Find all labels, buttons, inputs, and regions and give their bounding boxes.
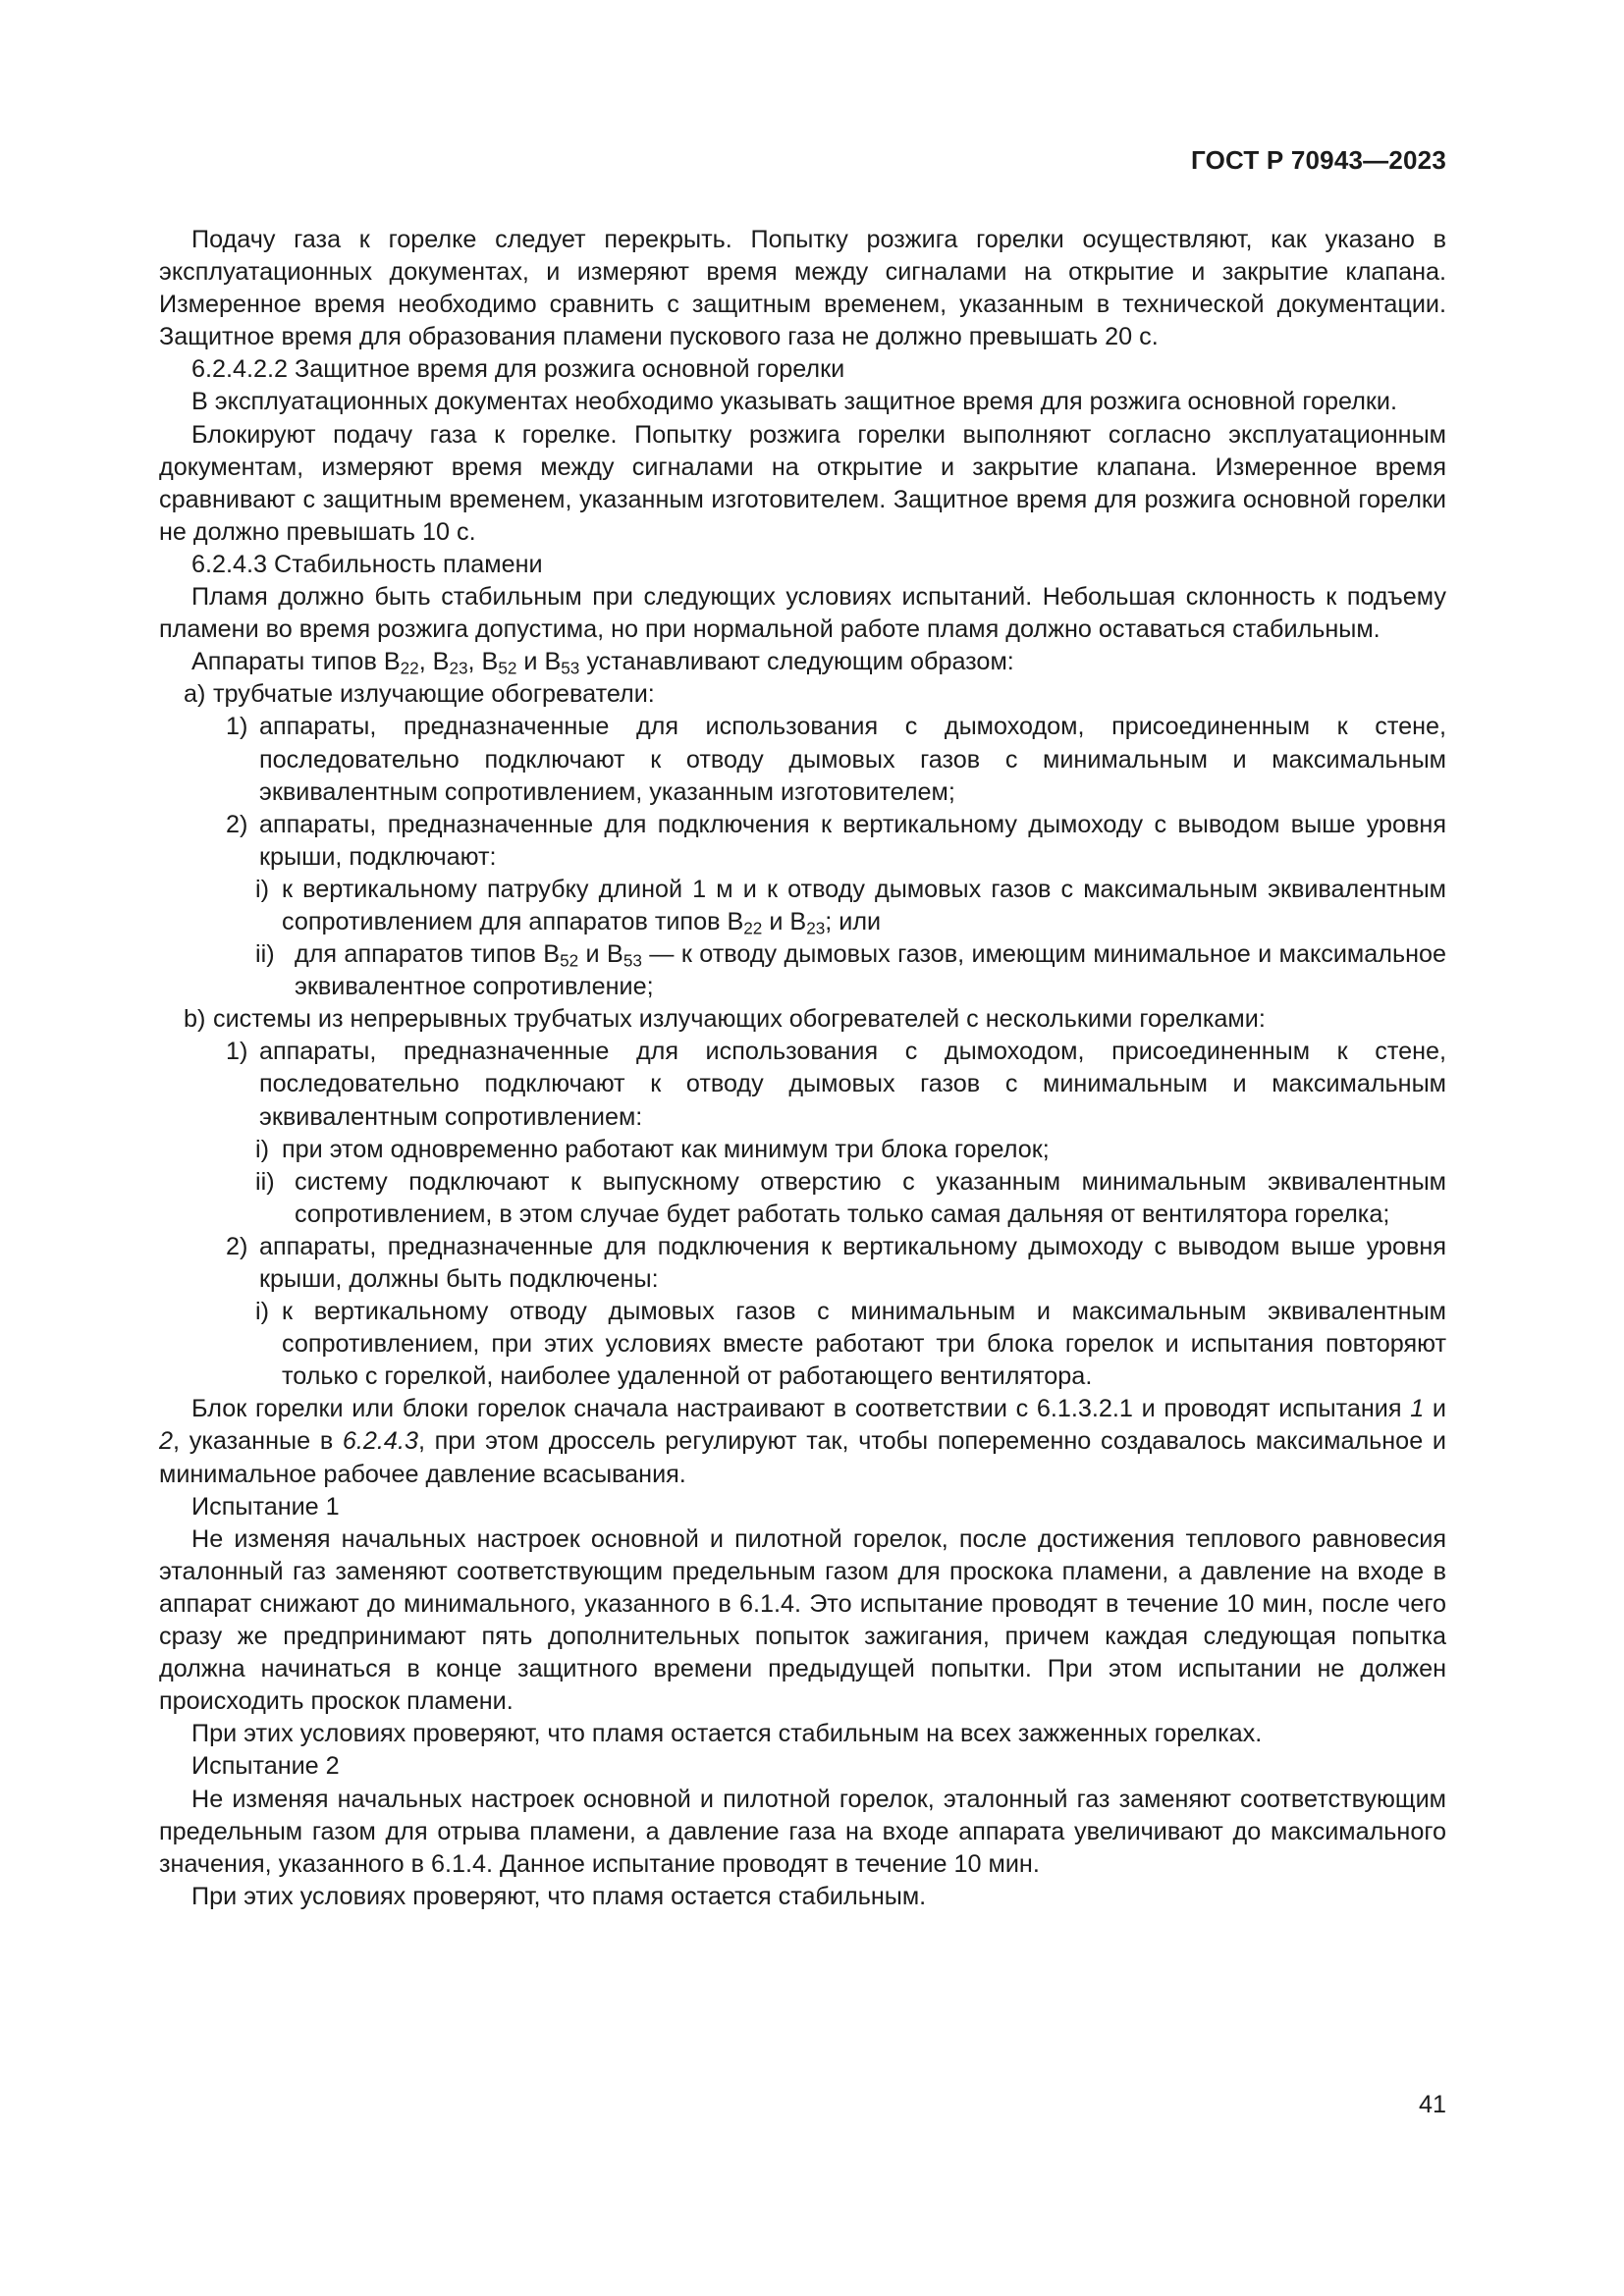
list-item bbox=[159, 711, 1446, 808]
list-item bbox=[159, 938, 1446, 1003]
list-item-text: к вертикальному отводу дымовых газов с минимальным и максимальным эквивалентным сопротивлением, при этих условиях вместе работают три блока горелок и испытания повторяют только с горелкой, наиболее удаленной от работающего вентилятора. bbox=[282, 1298, 1446, 1391]
list-item-text: при этом одновременно работают как минимум три блока горелок; bbox=[282, 1135, 1050, 1163]
list-item-text: для аппаратов типов $B_{52}$ и $B_{53}$ — к отводу дымовых газов, имеющим минимальное и максимальное эквивалентное сопротивление; bbox=[295, 940, 1446, 1001]
page-number: 41 bbox=[1418, 2091, 1446, 2118]
list-item-text: аппараты, предназначенные для подключения к вертикальному дымоходу с выводом выше уровня крыши, подключают: bbox=[259, 810, 1446, 871]
paragraph: Блокируют подачу газа к горелке. Попытку розжига горелки выполняют согласно эксплуатационным документам, измеряют время между сигналами на открытие и закрытие клапана. Измеренное время сравнивают с защитным временем, указанным изготовителем. Защитное время для розжига основной горелки не должно превышать 10 с. bbox=[159, 420, 1446, 546]
list-marker: i) bbox=[255, 1298, 269, 1326]
list-item bbox=[159, 1166, 1446, 1231]
list-item bbox=[159, 809, 1446, 874]
list-item-text: аппараты, предназначенные для использования с дымоходом, присоединенным к стене, последовательно подключают к отводу дымовых газов с минимальным и максимальным эквивалентным сопротивлением, указанным изготовителем; bbox=[259, 713, 1446, 806]
paragraph: Аппараты типов $B_{22}$, $B_{23}$, $B_{52}$ и $B_{53}$ устанавливают следующим образом: bbox=[191, 648, 1014, 678]
list-marker: ii) bbox=[255, 940, 275, 969]
paragraph: В эксплуатационных документах необходимо указывать защитное время для розжига основной горелки. bbox=[191, 388, 1397, 416]
list-item-text: аппараты, предназначенные для подключения к вертикальному дымоходу с выводом выше уровня крыши, должны быть подключены: bbox=[259, 1232, 1446, 1293]
list-marker: a) bbox=[184, 680, 206, 709]
list-item bbox=[159, 678, 1446, 711]
list-item bbox=[159, 1003, 1446, 1036]
paragraph: Испытание 1 bbox=[191, 1492, 340, 1521]
list-marker: 2) bbox=[226, 810, 248, 838]
document-id-header: ГОСТ Р 70943—2023 bbox=[1191, 145, 1446, 175]
list-item bbox=[159, 1036, 1446, 1133]
list-marker: i) bbox=[255, 875, 269, 903]
paragraph: 6.2.4.3 Стабильность пламени bbox=[191, 550, 543, 578]
list-item bbox=[159, 1134, 1446, 1166]
list-item bbox=[159, 1231, 1446, 1296]
paragraph: При этих условиях проверяют, что пламя остается стабильным. bbox=[191, 1882, 927, 1910]
paragraph: 6.2.4.2.2 Защитное время для розжига основной горелки bbox=[191, 355, 845, 384]
paragraph: Блок горелки или блоки горелок сначала настраивают в соответствии с 6.1.3.2.1 и проводят испытания 1 и 2, указанные в 6.2.4.3, при этом дроссель регулируют так, чтобы попеременно создавалось максимальное и минимальное рабочее давление всасывания. bbox=[159, 1395, 1446, 1488]
document-body bbox=[159, 224, 1446, 1913]
paragraph: Испытание 2 bbox=[191, 1752, 340, 1781]
list-item-text: систему подключают к выпускному отверстию с указанным минимальным эквивалентным сопротивлением, в этом случае будет работать только самая дальняя от вентилятора горелка; bbox=[295, 1167, 1446, 1228]
list-marker: 1) bbox=[226, 713, 248, 741]
paragraph: Не изменяя начальных настроек основной и пилотной горелок, эталонный газ заменяют соответствующим предельным газом для отрыва пламени, а давление газа на входе аппарата увеличивают до максимального значения, указанного в 6.1.4. Данное испытание проводят в течение 10 мин. bbox=[159, 1785, 1446, 1878]
list-item bbox=[159, 874, 1446, 938]
list-marker: b) bbox=[184, 1005, 206, 1034]
list-item bbox=[159, 1296, 1446, 1393]
list-item-text: системы из непрерывных трубчатых излучающих обогревателей с несколькими горелками: bbox=[213, 1005, 1266, 1034]
list-marker: 2) bbox=[226, 1232, 248, 1260]
list-marker: ii) bbox=[255, 1167, 275, 1196]
list-marker: 1) bbox=[226, 1038, 248, 1066]
list-item-text: трубчатые излучающие обогреватели: bbox=[213, 680, 655, 709]
paragraph: Пламя должно быть стабильным при следующих условиях испытаний. Небольшая склонность к подъему пламени во время розжига допустима, но при нормальной работе пламя должно оставаться стабильным. bbox=[159, 583, 1446, 644]
list-marker: i) bbox=[255, 1135, 269, 1163]
paragraph: Подачу газа к горелке следует перекрыть. Попытку розжига горелки осуществляют, как указано в эксплуатационных документах, и измеряют время между сигналами на открытие и закрытие клапана. Измеренное время необходимо сравнить с защитным временем, указанным в технической документации. Защитное время для образования пламени пускового газа не должно превышать 20 с. bbox=[159, 226, 1446, 351]
paragraph: При этих условиях проверяют, что пламя остается стабильным на всех зажженных горелках. bbox=[191, 1720, 1263, 1748]
list-item-text: к вертикальному патрубку длиной 1 м и к отводу дымовых газов с максимальным эквивалентным сопротивлением для аппаратов типов $B_{22}$ и $B_{23}$; или bbox=[282, 875, 1446, 938]
list-item-text: аппараты, предназначенные для использования с дымоходом, присоединенным к стене, последовательно подключают к отводу дымовых газов с минимальным и максимальным эквивалентным сопротивлением: bbox=[259, 1038, 1446, 1131]
paragraph: Не изменяя начальных настроек основной и пилотной горелок, после достижения теплового равновесия эталонный газ заменяют соответствующим предельным газом для проскока пламени, а давление на входе в аппарат снижают до минимального, указанного в 6.1.4. Это испытание проводят в течение 10 мин, после чего сразу же предпринимают пять дополнительных попыток зажигания, причем каждая следующая попытка должна начинаться в конце защитного времени предыдущей попытки. При этом испытании не должен происходить проскок пламени. bbox=[159, 1524, 1446, 1716]
